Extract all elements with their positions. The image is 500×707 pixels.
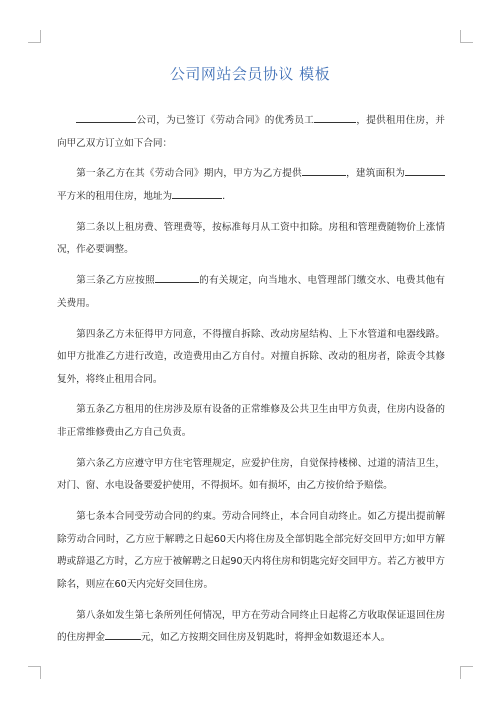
paragraph-article-5: 第五条乙方租用的住房涉及原有设备的正常维修及公共卫生由甲方负责，住房内设备的非正常维修费由乙方自己负责。 bbox=[57, 404, 445, 439]
paragraph-article-7: 第七条本合同受劳动合同的约束。劳动合同终止，本合同自动终止。如乙方提出提前解除劳动合同时，乙方应于解聘之日起60天内将住房及全部钥匙全部完好交回甲方;如甲方解聘或辞退乙方时，乙方应于被解聘之日起90天内将住房和钥匙完好交回甲方。若乙方被甲方除名，则应在60天内完好交回住房。 bbox=[57, 511, 445, 590]
crop-mark-bottom-right bbox=[460, 666, 473, 679]
fill-blank[interactable] bbox=[425, 165, 445, 176]
paragraph-article-4: 第四条乙方未征得甲方同意，不得擅自拆除、改动房屋结构、上下水管道和电器线路。如甲方批准乙方进行改造，改造费用由乙方自付。对擅自拆除、改动的租房者，除责令其修复外，将终止租用合同。 bbox=[57, 328, 445, 385]
paragraph-article-8 bbox=[57, 605, 445, 650]
fill-blank[interactable] bbox=[302, 165, 346, 176]
document-title: 公司网站会员协议 模板 bbox=[169, 65, 331, 83]
paragraph-text: ，建筑面积为 bbox=[345, 168, 406, 180]
paragraph-article-2: 第二条以上租房费、管理费等，按标准每月从工资中扣除。房租和管理费随物价上涨情况，作必要调整。 bbox=[57, 221, 445, 256]
paragraph-article-6: 第六条乙方应遵守甲方住宅管理规定，应爱护住房，自觉保持楼梯、过道的清洁卫生，对门、窗、水电设备要爱护使用，不得损坏。如有损坏，由乙方按价给予赔偿。 bbox=[57, 457, 445, 492]
crop-mark-top-left bbox=[28, 30, 41, 43]
fill-blank[interactable] bbox=[105, 629, 141, 640]
paragraph-text: 平方米的租用住房，地址为 bbox=[57, 190, 173, 202]
crop-mark-bottom-left bbox=[28, 666, 41, 679]
paragraph-article-3 bbox=[57, 270, 445, 315]
paragraph-text: ，提供租用住房，并向甲乙双方订立如下合同： bbox=[57, 115, 446, 149]
paragraph-article-1 bbox=[57, 163, 445, 208]
paragraph-text: . bbox=[222, 190, 226, 202]
paragraph-intro bbox=[57, 110, 445, 155]
document-body bbox=[57, 110, 445, 658]
fill-blank[interactable] bbox=[76, 112, 136, 123]
paragraph-text: 公司，为已签订《劳动合同》的优秀员工 bbox=[136, 115, 315, 126]
fill-blank[interactable] bbox=[155, 272, 199, 283]
fill-blank[interactable] bbox=[172, 188, 222, 199]
paragraph-text: 第三条乙方应按照 bbox=[76, 275, 155, 287]
paragraph-text: 第一条乙方在其《劳动合同》期内，甲方为乙方提供 bbox=[76, 168, 302, 180]
paragraph-text: 第八条如发生第七条所列任何情况，甲方在劳动合同终止日起将乙方收取保证退回住房的住房押金 bbox=[57, 609, 445, 644]
paragraph-text: 的有关规定，向当地水、电管理部门缴交水、电费其他有关费用。 bbox=[57, 275, 446, 309]
crop-mark-top-right bbox=[460, 30, 473, 43]
fill-blank[interactable] bbox=[405, 165, 425, 176]
paragraph-text: 元，如乙方按期交回住房及钥匙时，将押金如数退还本人。 bbox=[140, 632, 391, 644]
fill-blank[interactable] bbox=[314, 112, 356, 123]
